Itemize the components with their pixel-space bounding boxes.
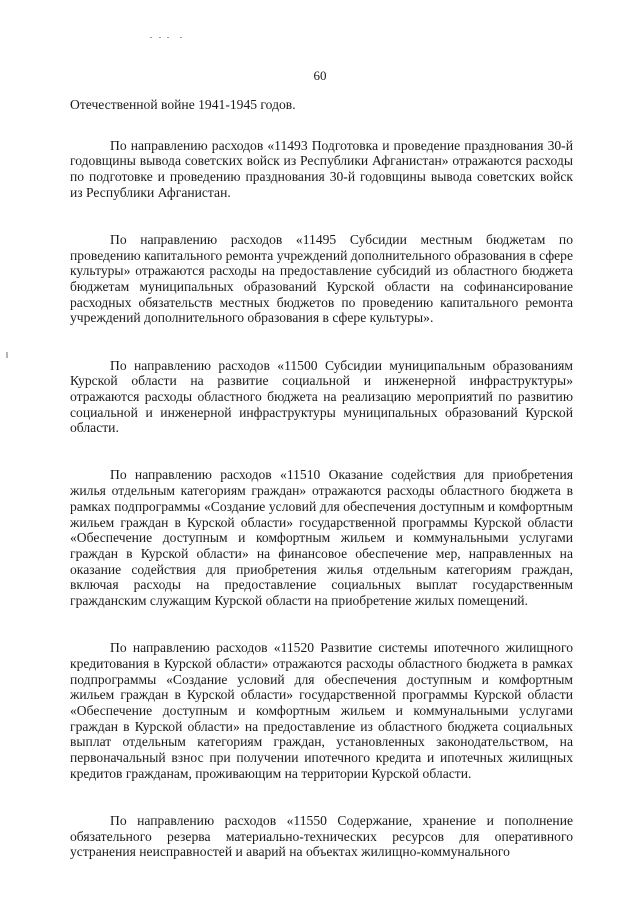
page-number: 60: [313, 68, 327, 83]
paragraph-11495: По направлению расходов «11495 Субсидии местным бюджетам по проведению капитального ремонта учреждений дополнительного образования в сфере культуры» отражаются расходы на предоставление субсидий из областного бюджета бюджетам муниципальных образований Курской области на софинансирование расходных обязательств местных бюджетов по проведению капитального ремонта учреждений дополнительного образования в сфере культуры».: [70, 231, 573, 326]
scan-specks: [150, 37, 190, 41]
paragraph-11520: По направлению расходов «11520 Развитие системы ипотечного жилищного кредитования в Курской области» отражаются расходы областного бюджета в рамках подпрограммы «Создание условий для обеспечения доступным и комфортным жильем граждан в Курской области» государственной программы Курской области «Обеспечение доступным и комфортным жильем и коммунальными услугами граждан в Курской области» на предоставление из областного бюджета социальных выплат отдельным категориям граждан, установленных законодательством, на первоначальный взнос при получении ипотечного кредита и ипотечных жилищных кредитов гражданам, проживающим на территории Курской области.: [70, 640, 573, 781]
paragraph-11510: По направлению расходов «11510 Оказание содействия для приобретения жилья отдельным категориям граждан» отражаются расходы областного бюджета в рамках подпрограммы «Создание условий для обеспечения доступным и комфортным жильем граждан в Курской области» государственной программы Курской области «Обеспечение доступным и комфортным жильем и коммунальными услугами граждан в Курской области» на финансовое обеспечение мер, направленных на оказание содействия для приобретения жилья отдельным категориям граждан, включая расходы на предоставление социальных выплат государственным гражданским служащим Курской области на приобретение жилых помещений.: [70, 467, 573, 609]
paragraph-11500: По направлению расходов «11500 Субсидии муниципальным образованиям Курской области на развитие социальной и инженерной инфраструктуры» отражаются расходы областного бюджета на реализацию мероприятий по развитию социальной и инженерной инфраструктуры муниципальных образований Курской области.: [70, 357, 573, 436]
scan-margin-mark: [6, 352, 8, 358]
paragraph-11550: По направлению расходов «11550 Содержание, хранение и пополнение обязательного резерва материально-технических ресурсов для оперативного устранения неисправностей и аварий на объектах жилищно-коммунального: [70, 812, 573, 860]
document-body: [70, 97, 573, 860]
paragraph-continuation: Отечественной войне 1941-1945 годов.: [70, 97, 296, 112]
paragraph-11493: По направлению расходов «11493 Подготовка и проведение празднования 30-й годовщины вывода советских войск из Республики Афганистан» отражаются расходы по подготовке и проведению празднования 30-й годовщины вывода советских войск из Республики Афганистан.: [70, 137, 573, 200]
